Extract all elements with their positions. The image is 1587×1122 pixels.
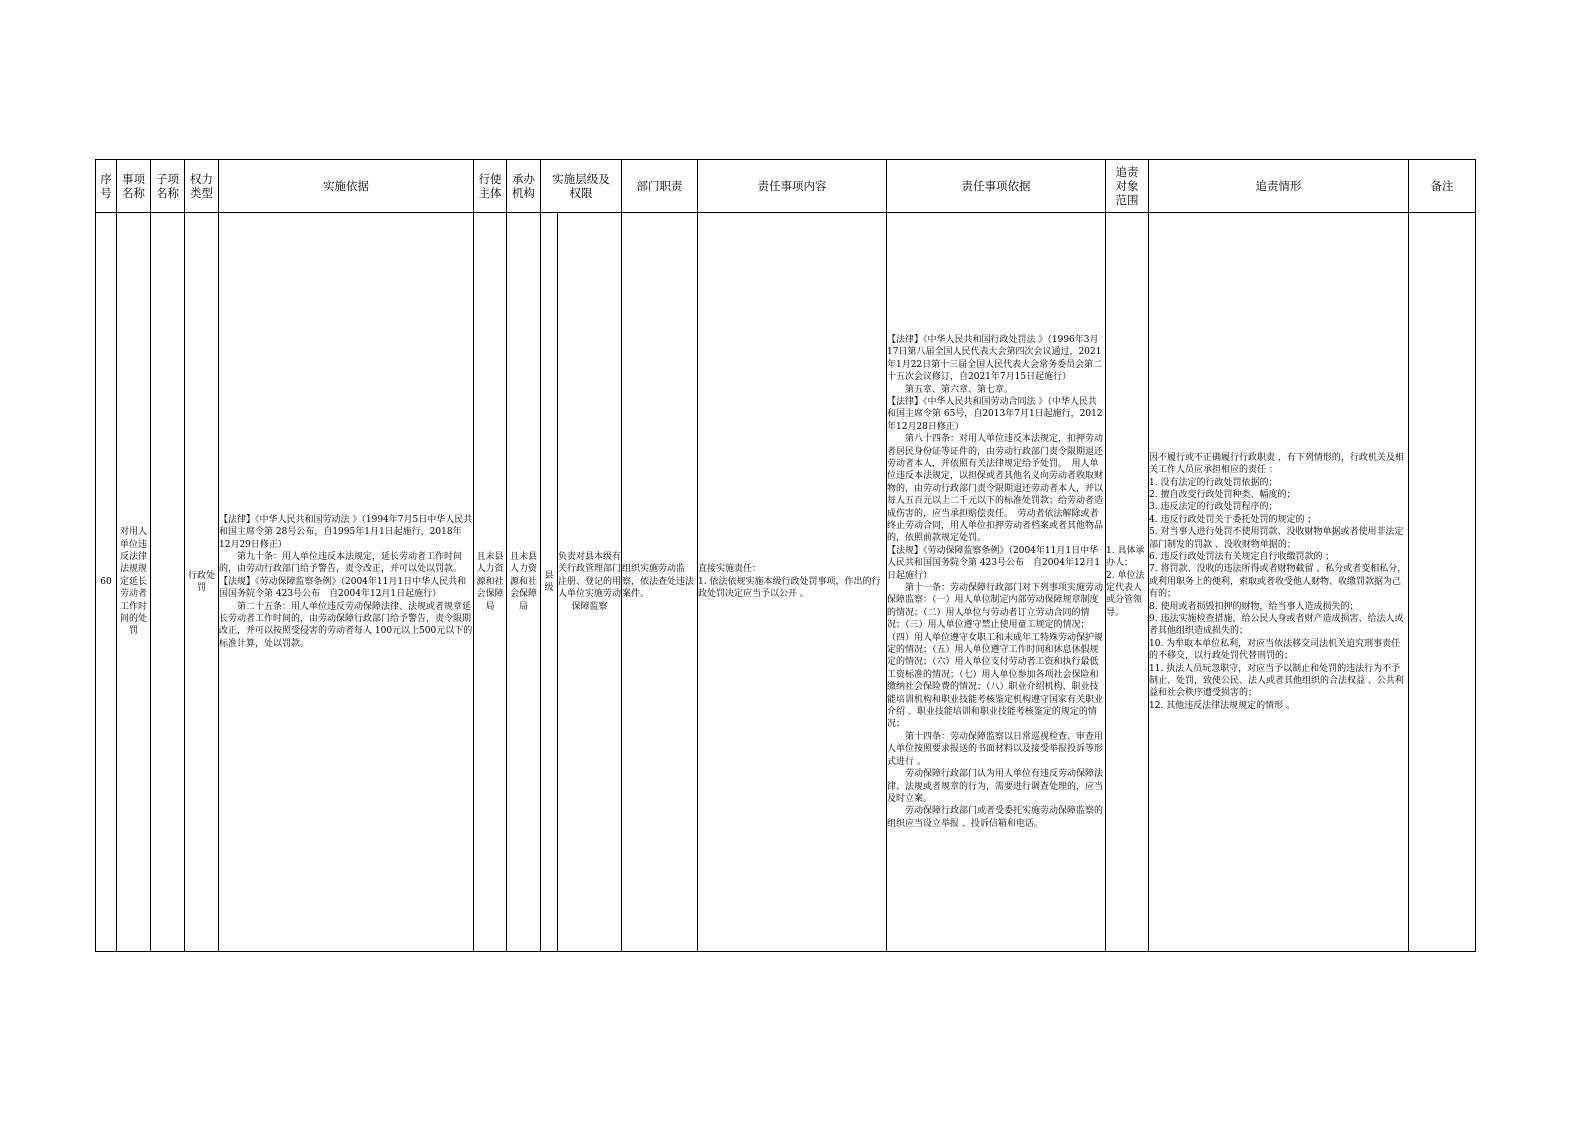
header-row — [96, 160, 1476, 213]
cell-remark — [1409, 213, 1476, 952]
header-remark: 备注 — [1409, 160, 1476, 213]
cell-subject: 且末县人力资源和社会保障局 — [474, 213, 507, 952]
cell-dept-duty: 组织实施劳动监察，依法查处违法案件。 — [622, 213, 698, 952]
header-level-authority: 实施层级及权限 — [541, 160, 622, 213]
cell-account-cases: 因不履行或不正确履行行政职责 ，有下列情形的，行政机关及相关工作人员应承担相应的责任 ： 1. 没有法定的行政处罚依据的； 2. 擅自改变行政处罚种类、幅度的； 3. 违反法定的行政处罚程序的； 4. 违反行政处罚关于委托处罚的规定的 ； 5. 对当事人进行处罚不使用罚款、没收财物单据或者使用非法定部门制发的罚款 、没收财物单据的； 6. 违反行政处罚法有关规定自行收缴罚款的 ； 7. 将罚款、没收的违法所得或者财物截留 、私分或者变相私分，或利用职务上的便利，索取或者收受他人财物、收缴罚款据为己有的； 8. 使用或者损毁扣押的财物，给当事人造成损失的； 9. 违法实施检查措施，给公民人身或者财产造成损害、给法人或者其他组织造成损失的； 10. 为牟取本单位私利，对应当依法移交司法机关追究刑事责任的不移交，以行政处罚代替刑罚的； 11. 执法人员玩忽职守，对应当予以制止和处罚的违法行为不予制止、处罚，致使公民、法人或者其他组织的合法权益 、公共利益和社会秩序遭受损害的； 12. 其他违反法律法规规定的情形 。 — [1149, 213, 1409, 952]
table-row — [96, 213, 1476, 952]
header-basis: 实施依据 — [219, 160, 474, 213]
cell-power-type: 行政处罚 — [185, 213, 219, 952]
header-item-name: 事项名称 — [117, 160, 151, 213]
cell-resp-basis: 【法律】《中华人民共和国行政处罚法 》（1996年3月17日第八届全国人民代表大会第四次会议通过，2021年1月22日第十三届全国人民代表大会常务委员会第二十五次会议修订，自2021年7月15日起施行） 第五章、第六章、第七章。 【法律】《中华人民共和国劳动合同法 》（中华人民共和国主席令第 65号，自2013年7月1日起施行，2012年12月28日修正） 第八十四条：对用人单位违反本法规定，扣押劳动者居民身份证等证件的，由劳动行政部门责令限期退还劳动者本人，并依照有关法律规定给予处罚。 用人单位违反本法规定，以担保或者其他名义向劳动者收取财物的，由劳动行政部门责令限期退还劳动者本人，并以每人五百元以上二千元以下的标准处罚款；给劳动者造成伤害的，应当承担赔偿责任。 劳动者依法解除或者终止劳动合同，用人单位扣押劳动者档案或者其他物品的，依照前款规定处罚。 【法规】《劳动保障监察条例》（2004年11月1日中华人民共和国国务院令第 423号公布 自2004年12月1日起施行） 第十一条：劳动保障行政部门对下列事项实施劳动保障监察：（一）用人单位制定内部劳动保障规章制度的情况；（二）用人单位与劳动者订立劳动合同的情况；（三）用人单位遵守禁止使用童工规定的情况；（四）用人单位遵守女职工和未成年工特殊劳动保护规定的情况；（五）用人单位遵守工作时间和休息休假规定的情况；（六）用人单位支付劳动者工资和执行最低工资标准的情况；（七）用人单位参加各项社会保险和缴纳社会保险费的情况；（八）职业介绍机构、职业技能培训机构和职业技能考核鉴定机构遵守国家有关职业介绍 、职业技能培训和职业技能考核鉴定的规定的情况； 第十四条：劳动保障监察以日常巡视检查、审查用人单位按照要求报送的书面材料以及接受举报投诉等形式进行 。 劳动保障行政部门认为用人单位有违反劳动保障法律、法规或者规章的行为，需要进行调查处理的，应当及时立案。 劳动保障行政部门或者受委托实施劳动保障监察的组织应当设立举报 、投诉信箱和电话。 — [887, 213, 1106, 952]
cell-account-scope: 1. 具体承办人； 2. 单位法定代表人或分管领导。 — [1106, 213, 1149, 952]
header-subject: 行使主体 — [474, 160, 507, 213]
cell-authority: 负责对县本级有关行政管理部门注册、登记的用人单位实施劳动保障监察 — [558, 213, 622, 952]
header-handler: 承办机构 — [507, 160, 541, 213]
cell-resp-content: 直接实施责任： 1. 依法依规实施本级行政处罚事项，作出的行政处罚决定应当予以公开 。 — [698, 213, 887, 952]
header-resp-content: 责任事项内容 — [698, 160, 887, 213]
cell-level: 县级 — [541, 213, 558, 952]
header-dept-duty: 部门职责 — [622, 160, 698, 213]
header-account-scope: 追责对象范围 — [1106, 160, 1149, 213]
header-seq: 序号 — [96, 160, 117, 213]
header-sub-item: 子项名称 — [151, 160, 185, 213]
cell-seq: 60 — [96, 213, 117, 952]
header-resp-basis: 责任事项依据 — [887, 160, 1106, 213]
cell-item-name: 对用人单位违反法律法规规定延长劳动者工作时间的处罚 — [117, 213, 151, 952]
cell-handler: 且末县人力资源和社会保障局 — [507, 213, 541, 952]
cell-sub-item — [151, 213, 185, 952]
cell-basis: 【法律】《中华人民共和国劳动法 》（1994年7月5日中华人民共和国主席令第 28号公布，自1995年1月1日起施行，2018年12月29日修正） 第九十条：用人单位违反本法规定，延长劳动者工作时间的，由劳动行政部门给予警告，责令改正，并可以处以罚款。 【法规】《劳动保障监察条例》（2004年11月1日中华人民共和国国务院令第 423号公布 自2004年12月1日起施行） 第二十五条：用人单位违反劳动保障法律、法规或者规章延长劳动者工作时间的，由劳动保障行政部门给予警告，责令限期改正，并可以按照受侵害的劳动者每人 100元以上500元以下的标准计算，处以罚款。 — [219, 213, 474, 952]
responsibility-list-sheet — [95, 159, 1475, 952]
header-account-cases: 追责情形 — [1149, 160, 1409, 213]
power-responsibility-table — [95, 159, 1476, 952]
header-power-type: 权力类型 — [185, 160, 219, 213]
